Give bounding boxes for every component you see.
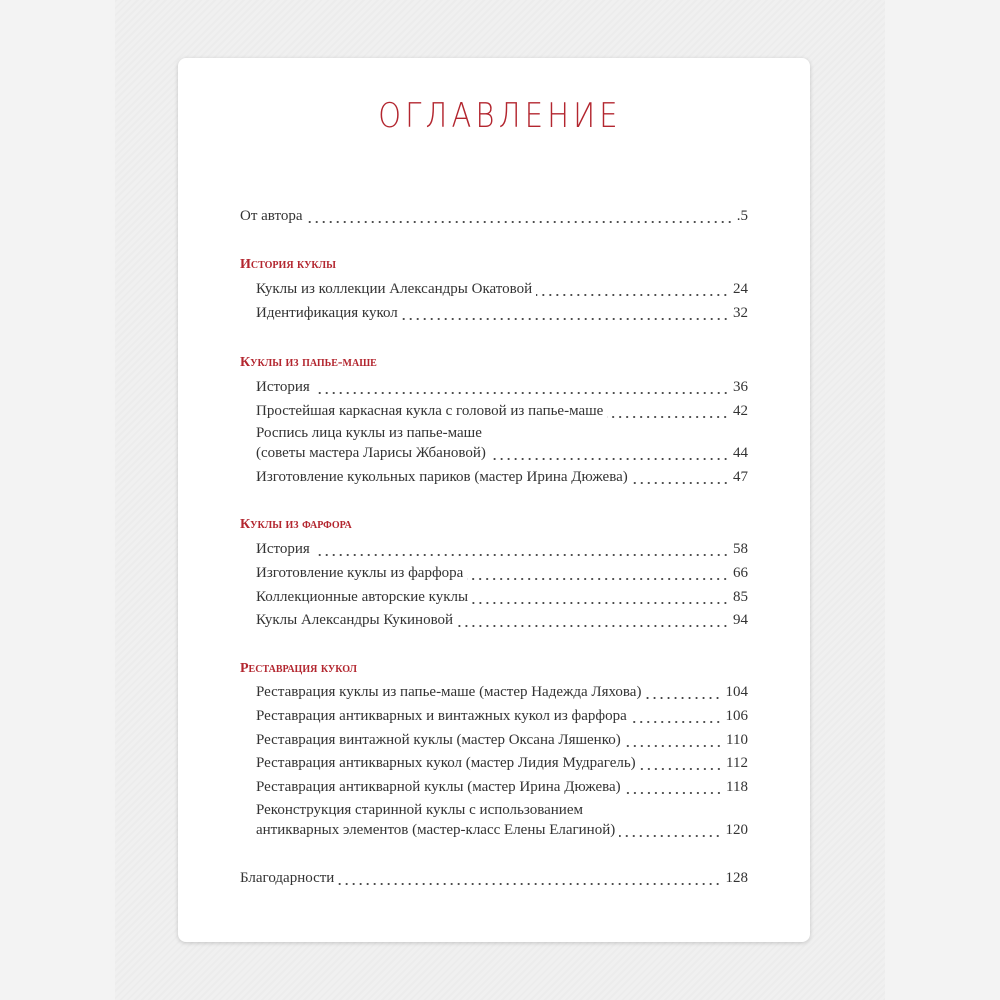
dot-leader [640, 753, 722, 773]
dot-leader [632, 467, 729, 487]
entry-label: Благодарности [240, 870, 335, 886]
dot-leader [625, 730, 722, 750]
toc-entry[interactable] [256, 610, 748, 630]
entry-label: Идентификация кукол [256, 305, 398, 321]
dot-leader [314, 377, 729, 397]
entry-label: Реставрация антикварных кукол (мастер Лидия Мудрагель) [256, 755, 636, 771]
dot-leader [490, 443, 729, 463]
entry-label: Реконструкция старинной куклы с использованием антикварных элементов (мастер-класс Елены Елагиной) [256, 802, 616, 838]
toc-entry[interactable] [256, 279, 748, 299]
toc-entry[interactable] [256, 401, 748, 421]
entry-label: Реставрация антикварных и винтажных кукол из фарфора [256, 708, 627, 724]
dot-leader [338, 868, 721, 888]
entry-page: 32 [733, 305, 748, 321]
entry-page: 104 [725, 684, 748, 700]
page-title: ОГЛАВЛЕНИЕ [378, 96, 622, 136]
entry-page: 120 [725, 822, 748, 838]
entry-page: 42 [733, 403, 748, 419]
dot-leader [314, 539, 729, 559]
entry-page: 128 [725, 870, 748, 886]
toc-entry[interactable] [256, 777, 748, 797]
toc-entry[interactable] [256, 587, 748, 607]
entry-label: Реставрация винтажной куклы (мастер Оксана Ляшенко) [256, 732, 621, 748]
toc-entry[interactable] [240, 868, 748, 888]
toc-entry[interactable] [256, 706, 748, 726]
section-heading: Куклы из папье-маше [240, 355, 377, 370]
section-heading: Куклы из фарфора [240, 517, 352, 532]
entry-label: История [256, 379, 310, 395]
entry-label: История [256, 541, 310, 557]
dot-leader [631, 706, 722, 726]
toc-entry[interactable] [256, 753, 748, 773]
entry-label: Коллекционные авторские куклы [256, 589, 469, 605]
entry-label: Роспись лица куклы из папье-маше (советы мастера Ларисы Жбановой) [256, 425, 486, 461]
dot-leader [619, 820, 721, 840]
toc-entry[interactable] [256, 730, 748, 750]
toc-entry[interactable] [256, 539, 748, 559]
toc-entry[interactable] [256, 467, 748, 487]
dot-leader [645, 682, 721, 702]
dot-leader [457, 610, 729, 630]
dot-leader [625, 777, 722, 797]
dot-leader [607, 401, 729, 421]
entry-label: Куклы из коллекции Александры Окатовой [256, 281, 533, 297]
entry-label: Простейшая каркасная кукла с головой из папье-маше [256, 403, 604, 419]
section-heading: История куклы [240, 257, 336, 272]
toc-entry[interactable] [256, 563, 748, 583]
entry-label: Изготовление куклы из фарфора [256, 565, 464, 581]
entry-page: 36 [733, 379, 748, 395]
dot-leader [467, 563, 729, 583]
entry-page: 85 [733, 589, 748, 605]
dot-leader [307, 206, 733, 226]
toc-entry[interactable] [256, 800, 748, 840]
entry-page: 58 [733, 541, 748, 557]
toc-entry[interactable] [240, 206, 748, 226]
entry-page: 44 [733, 445, 748, 461]
entry-page: 110 [726, 732, 748, 748]
dot-leader [536, 279, 729, 299]
entry-page: 118 [726, 779, 748, 795]
entry-page: 66 [733, 565, 748, 581]
entry-label: Реставрация куклы из папье-маше (мастер Надежда Ляхова) [256, 684, 642, 700]
entry-label: Реставрация антикварной куклы (мастер Ирина Дюжева) [256, 779, 621, 795]
section-heading: Реставрация кукол [240, 661, 357, 676]
entry-label: Изготовление кукольных париков (мастер Ирина Дюжева) [256, 469, 628, 485]
toc-entry[interactable] [256, 303, 748, 323]
entry-page: 24 [733, 281, 748, 297]
entry-page: 106 [725, 708, 748, 724]
entry-label: От автора [240, 208, 303, 224]
entry-page: 112 [726, 755, 748, 771]
toc-entry[interactable] [256, 377, 748, 397]
toc-entry[interactable] [256, 682, 748, 702]
dot-leader [402, 303, 729, 323]
entry-page: 94 [733, 612, 748, 628]
entry-label: Куклы Александры Кукиновой [256, 612, 454, 628]
dot-leader [472, 587, 729, 607]
entry-page: 47 [733, 469, 748, 485]
entry-page: .5 [736, 208, 748, 224]
toc-entry[interactable] [256, 423, 748, 463]
